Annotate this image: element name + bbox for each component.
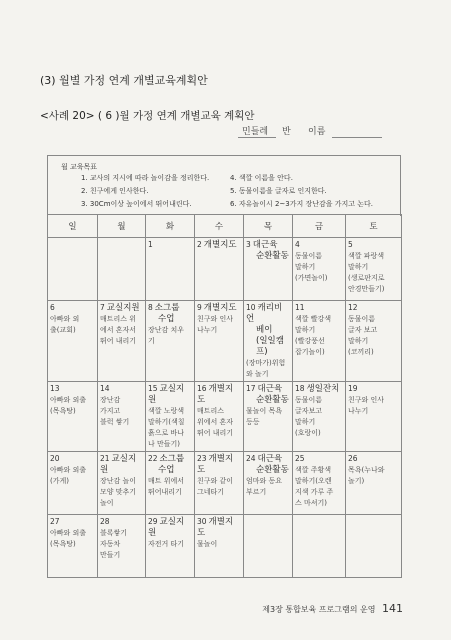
day-activity-title: 소그룹: [159, 454, 185, 464]
day-number: 29: [148, 517, 158, 526]
calendar-day-cell: [146, 382, 195, 452]
calendar-day-cell: [244, 452, 293, 515]
day-activity-note: 매트 위에서: [148, 477, 185, 485]
day-activity-note: 글자 보고: [348, 326, 378, 334]
day-activity-title: 대근육: [257, 454, 283, 464]
goal-item: 6. 자유놀이시 2~3가지 장난감을 가지고 논다.: [230, 200, 373, 208]
day-number: 5: [348, 240, 353, 249]
day-number: 30: [197, 517, 207, 526]
day-activity-note: 말하기(색칠: [148, 418, 185, 426]
day-number: 28: [100, 517, 110, 526]
day-activity-note: 블럭 쌓기: [100, 418, 130, 426]
day-activity-note: 동물이름: [295, 396, 323, 404]
weekday-header: 수: [195, 215, 244, 238]
day-number: 12: [348, 303, 358, 312]
day-activity-note: 물놀이 목욕: [246, 407, 283, 415]
calendar-week-row: [48, 382, 402, 452]
calendar-day-cell: [98, 452, 146, 515]
goal-item: 5. 동물이름을 글자로 인지한다.: [230, 187, 327, 195]
day-activity-note: 친구와 인사: [348, 396, 385, 404]
day-activity-note: 물놀이: [197, 540, 218, 548]
day-number: 6: [50, 303, 55, 312]
day-number: 25: [295, 454, 305, 463]
day-activity-note: 잡기놀이): [295, 348, 325, 356]
day-activity-note: 뛰어내리기: [148, 488, 182, 496]
day-number: 23: [197, 454, 207, 463]
day-activity-note: 지색 가루 주: [295, 488, 334, 496]
day-activity-note: 매트리스: [197, 407, 225, 415]
day-activity-note: 모양 맞추기: [100, 488, 137, 496]
day-activity-title: 개별지도: [203, 303, 237, 313]
day-activity-note: 와 놀기: [246, 370, 269, 378]
monthly-calendar: [47, 214, 402, 578]
day-activity-note: 아빠와 외: [50, 315, 80, 323]
day-activity-note: 말하기: [348, 263, 369, 271]
day-activity-note: 말하기(오렌: [295, 477, 332, 485]
day-activity-note: 말하기: [295, 418, 316, 426]
day-activity-title: 캐리비언: [246, 303, 283, 324]
day-activity-title: 교실지원: [148, 384, 185, 405]
day-activity-note: 놀기): [348, 477, 365, 485]
goals-heading: 월 교육목표: [61, 163, 98, 171]
day-activity-note: 위에서 혼자: [197, 418, 234, 426]
day-activity-note: 색깔 노랑색: [148, 407, 185, 415]
day-number: 9: [197, 303, 202, 312]
day-activity-note: 동물이름: [295, 252, 323, 260]
calendar-day-cell: [98, 301, 146, 382]
day-activity-note: 에서 혼자서: [100, 326, 137, 334]
class-label: 민들레: [242, 127, 269, 137]
calendar-day-cell: [195, 238, 244, 301]
weekday-header: 월: [98, 215, 146, 238]
day-activity-note: 말하기: [348, 337, 369, 345]
day-number: 27: [50, 517, 60, 526]
day-number: 11: [295, 303, 305, 312]
day-activity-note: 매트리스 위: [100, 315, 137, 323]
calendar-day-cell: [293, 515, 346, 578]
day-activity-note: 글자보고: [295, 407, 323, 415]
day-number: 21: [100, 454, 110, 463]
day-activity-note: 색깔 빨강색: [295, 315, 332, 323]
day-activity-note: 목욕(누나와: [348, 466, 385, 474]
calendar-day-cell: [48, 452, 98, 515]
monthly-goals-box: [47, 155, 401, 216]
calendar-day-cell: [293, 238, 346, 301]
day-number: 17: [246, 384, 256, 393]
day-activity-note: 안경만들기): [348, 285, 385, 293]
weekday-header: 목: [244, 215, 293, 238]
calendar-day-cell: [98, 382, 146, 452]
calendar-day-cell: [244, 382, 293, 452]
day-activity-title: 개별지도: [197, 384, 234, 405]
calendar-day-cell: [195, 452, 244, 515]
calendar-day-cell: [195, 515, 244, 578]
day-activity-note: 아빠와 외출: [50, 529, 87, 537]
day-number: 22: [148, 454, 158, 463]
calendar-day-cell: [244, 238, 293, 301]
day-activity-note: 장난감 치우: [148, 326, 185, 334]
calendar-day-cell: [346, 238, 402, 301]
weekday-header: 금: [293, 215, 346, 238]
day-activity-note: 블록쌓기: [100, 529, 128, 537]
day-activity-note: 놀이: [100, 499, 114, 507]
day-activity-note: 기: [148, 337, 155, 345]
day-activity-title: 교실지원: [148, 517, 185, 538]
day-activity-note: 친구와 인사: [197, 315, 234, 323]
day-activity-title: 교실지원: [100, 454, 137, 475]
goal-item: 1. 교사의 지시에 따라 놀이감을 정리한다.: [81, 174, 210, 182]
day-activity-note: 가지고: [100, 407, 121, 415]
calendar-day-cell: [48, 382, 98, 452]
day-number: 26: [348, 454, 358, 463]
weekday-header: 토: [346, 215, 402, 238]
day-activity-note: (목욕탕): [50, 407, 76, 415]
day-number: 8: [148, 303, 153, 312]
day-activity-note: 말하기: [295, 326, 316, 334]
example-title: <사례 20> ( 6 )월 가정 연계 개별교육 계획안: [40, 110, 255, 122]
calendar-day-cell: [48, 238, 98, 301]
calendar-day-cell: [98, 238, 146, 301]
day-activity-note: (호랑이): [295, 429, 321, 437]
day-activity-note: 나누기: [348, 407, 369, 415]
class-name-line: [238, 124, 418, 140]
day-activity-note: 말하기: [295, 263, 316, 271]
day-number: 16: [197, 384, 207, 393]
weekday-header: 일: [48, 215, 98, 238]
day-activity-title: 소그룹: [154, 303, 180, 313]
name-label: 이름: [308, 127, 326, 137]
calendar-day-cell: [146, 238, 195, 301]
goal-item: 4. 색깔 이름을 안다.: [230, 174, 293, 182]
day-number: 3: [246, 240, 251, 249]
day-activity-note: 장난감: [100, 396, 121, 404]
day-activity-note: 엄마와 동요: [246, 477, 283, 485]
class-underline: [238, 137, 276, 138]
day-activity-title: 개별지도: [203, 240, 237, 250]
calendar-day-cell: [244, 301, 293, 382]
calendar-day-cell: [293, 301, 346, 382]
day-activity-note: 출(교회): [50, 326, 76, 334]
day-number: 14: [100, 384, 110, 393]
day-activity-title: 수업: [158, 314, 175, 324]
goal-item: 3. 30Cm이상 높이에서 뛰어내린다.: [81, 200, 192, 208]
day-number: 7: [100, 303, 105, 312]
day-activity-note: (목욕탕): [50, 540, 76, 548]
day-activity-note: (가면놀이): [295, 274, 328, 282]
calendar-day-cell: [146, 452, 195, 515]
day-activity-title: 대근육: [252, 240, 278, 250]
day-activity-title: 수업: [158, 465, 175, 475]
day-activity-title: 대근육: [257, 384, 283, 394]
day-number: 20: [50, 454, 60, 463]
day-number: 13: [50, 384, 60, 393]
day-activity-note: 부르기: [246, 488, 267, 496]
day-number: 2: [197, 240, 202, 249]
day-number: 1: [148, 240, 153, 249]
day-activity-note: 장난감 놀이: [100, 477, 137, 485]
day-number: 15: [148, 384, 158, 393]
day-activity-note: (코끼리): [348, 348, 374, 356]
day-activity-title: 개별지도: [197, 454, 234, 475]
day-activity-title: 생일잔치: [306, 384, 340, 394]
calendar-day-cell: [244, 515, 293, 578]
day-activity-title: 베이: [256, 325, 273, 335]
day-activity-note: 뛰어 내리기: [100, 337, 137, 345]
day-activity-note: 색깔 주황색: [295, 466, 332, 474]
day-activity-title: 순환활동: [256, 395, 289, 405]
day-activity-note: 나누기: [197, 326, 218, 334]
day-number: 4: [295, 240, 300, 249]
calendar-week-row: [48, 515, 402, 578]
calendar-day-cell: [346, 515, 402, 578]
day-number: 24: [246, 454, 256, 463]
calendar-day-cell: [48, 301, 98, 382]
calendar-week-row: [48, 452, 402, 515]
day-activity-note: 만들기: [100, 551, 121, 559]
day-activity-note: 나 만들기): [148, 440, 181, 448]
calendar-day-cell: [293, 452, 346, 515]
day-activity-note: 흙으로 바나: [148, 429, 185, 437]
day-activity-note: (가게): [50, 477, 69, 485]
day-activity-note: 색깔 파랑색: [348, 252, 385, 260]
page-footer: [262, 602, 403, 615]
day-activity-title: 교실지원: [106, 303, 140, 313]
page-number: 141: [382, 602, 403, 615]
day-number: 10: [246, 303, 256, 312]
day-activity-note: 동물이름: [348, 315, 376, 323]
calendar-day-cell: [98, 515, 146, 578]
goal-item: 2. 친구에게 인사한다.: [81, 187, 149, 195]
day-activity-title: 개별지도: [197, 517, 234, 538]
ban-label: 반: [282, 127, 291, 137]
name-underline: [332, 137, 382, 138]
day-activity-note: (장마가)위험: [246, 359, 286, 367]
calendar-day-cell: [195, 301, 244, 382]
chapter-label: 제3장 통합보육 프로그램의 운영: [262, 605, 376, 614]
day-activity-note: 친구와 같이: [197, 477, 234, 485]
calendar-day-cell: [195, 382, 244, 452]
day-activity-note: 뛰어 내리기: [197, 429, 234, 437]
day-activity-note: 그네타기: [197, 488, 225, 496]
calendar-day-cell: [346, 452, 402, 515]
calendar-day-cell: [293, 382, 346, 452]
weekday-header-row: [48, 215, 402, 238]
day-activity-note: 아빠와 외출: [50, 396, 87, 404]
day-number: 18: [295, 384, 305, 393]
day-activity-note: 스 마셔기): [295, 499, 328, 507]
day-activity-title: 순환활동: [256, 251, 289, 261]
weekday-header: 화: [146, 215, 195, 238]
calendar-day-cell: [146, 301, 195, 382]
day-activity-note: (빨강풍선: [295, 337, 325, 345]
calendar-day-cell: [346, 382, 402, 452]
day-number: 19: [348, 384, 358, 393]
section-title: (3) 월별 가정 연계 개별교육계획안: [40, 74, 208, 87]
day-activity-note: 아빠와 외출: [50, 466, 87, 474]
day-activity-note: 자전거 타기: [148, 540, 185, 548]
day-activity-note: 등등: [246, 418, 260, 426]
calendar-day-cell: [146, 515, 195, 578]
calendar-week-row: [48, 238, 402, 301]
day-activity-note: 자동차: [100, 540, 121, 548]
day-activity-title: (일일캠프): [256, 336, 284, 357]
calendar-day-cell: [346, 301, 402, 382]
day-activity-title: 순환활동: [256, 465, 289, 475]
day-activity-note: (생로판지로: [348, 274, 385, 282]
calendar-day-cell: [48, 515, 98, 578]
calendar-week-row: [48, 301, 402, 382]
